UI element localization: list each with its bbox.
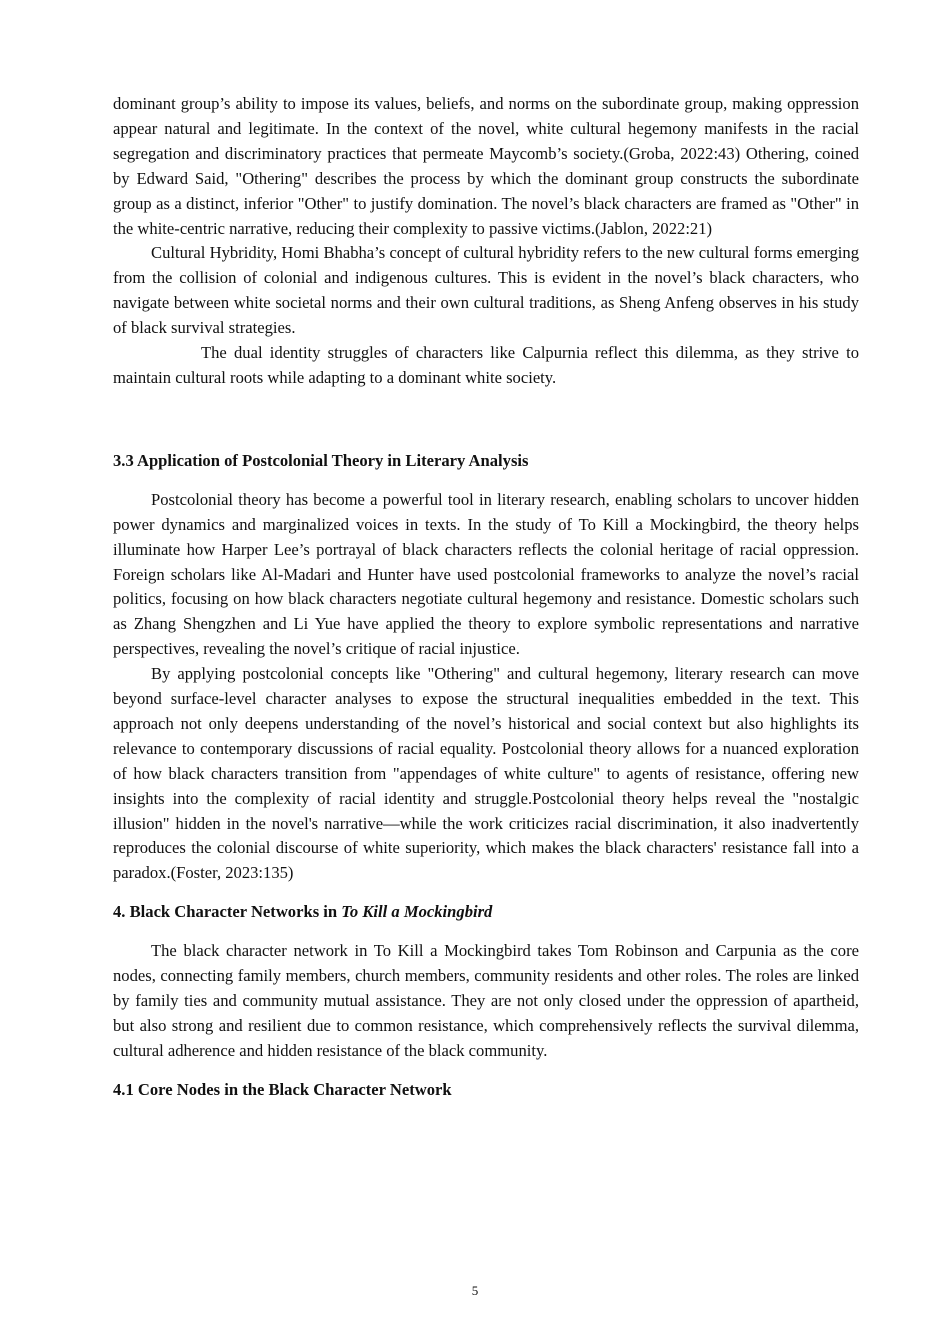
section-heading-4-book-title: To Kill a Mockingbird [341, 902, 493, 922]
paragraph-character-network: The black character network in To Kill a Mockingbird takes Tom Robinson and Carpunia as the core nodes, connecting family members, church members, community residents and other roles. The roles are linked by family ties and community mutual assistance. They are not only closed under the oppression of apartheid, but also strong and resilient due to common resistance, which comprehensively reflects the survival dilemma, cultural adherence and hidden resistance of the black community. [113, 941, 859, 1060]
section-heading-4 [113, 900, 859, 925]
paragraph-dual-identity: The dual identity struggles of characters like Calpurnia reflect this dilemma, as they strive to maintain cultural roots while adapting to a dominant white society. [113, 343, 859, 387]
paragraph-cultural-hybridity: Cultural Hybridity, Homi Bhabha’s concept of cultural hybridity refers to the new cultural forms emerging from the collision of colonial and indigenous cultures. This is evident in the novel’s black characters, who navigate between white societal norms and their own cultural traditions, as Sheng Anfeng observes in his study of black survival strategies. [113, 243, 859, 338]
paragraph-applying-concepts: By applying postcolonial concepts like "Othering" and cultural hegemony, literary research can move beyond surface-level character analyses to expose the structural inequalities embedded in the text. This approach not only deepens understanding of the novel’s historical and social context but also highlights its relevance to contemporary discussions of racial equality. Postcolonial theory allows for a nuanced exploration of how black characters transition from "appendages of white culture" to agents of resistance, offering new insights into the complexity of racial identity and struggle.Postcolonial theory helps reveal the "nostalgic illusion" hidden in the novel's narrative—while the work criticizes racial discrimination, it also inadvertently reproduces the colonial discourse of white superiority, which makes the black characters' resistance fall into a paradox.(Foster, 2023:135) [113, 664, 859, 883]
paragraph-postcolonial-tool: Postcolonial theory has become a powerful tool in literary research, enabling scholars to uncover hidden power dynamics and marginalized voices in texts. In the study of To Kill a Mockingbird, the theory helps illuminate how Harper Lee’s portrayal of black characters reflects the colonial heritage of racial oppression. Foreign scholars like Al-Madari and Hunter have used postcolonial frameworks to analyze the novel’s racial politics, focusing on how black characters negotiate cultural hegemony and resistance. Domestic scholars such as Zhang Shengzhen and Li Yue have applied the theory to explore symbolic representations and narrative perspectives, revealing the novel’s critique of racial injustice. [113, 489, 859, 659]
page-number: 5 [471, 1283, 479, 1298]
section-heading-4-prefix: 4. Black Character Networks in [113, 902, 342, 922]
section-heading-3-3: 3.3 Application of Postcolonial Theory in Literary Analysis [113, 450, 529, 470]
section-heading-4-1: 4.1 Core Nodes in the Black Character Network [113, 1079, 452, 1099]
page-body [113, 92, 859, 1103]
paragraph-cultural-hegemony: dominant group’s ability to impose its values, beliefs, and norms on the subordinate group, making oppression appear natural and legitimate. In the context of the novel, white cultural hegemony manifests in the racial segregation and discriminatory practices that permeate Maycomb’s society.(Groba, 2022:43) Othering, coined by Edward Said, "Othering" describes the process by which the dominant group constructs the subordinate group as a distinct, inferior "Other" to justify domination. The novel’s black characters are framed as "Other" in the white-centric narrative, reducing their complexity to passive victims.(Jablon, 2022:21) [113, 94, 859, 238]
